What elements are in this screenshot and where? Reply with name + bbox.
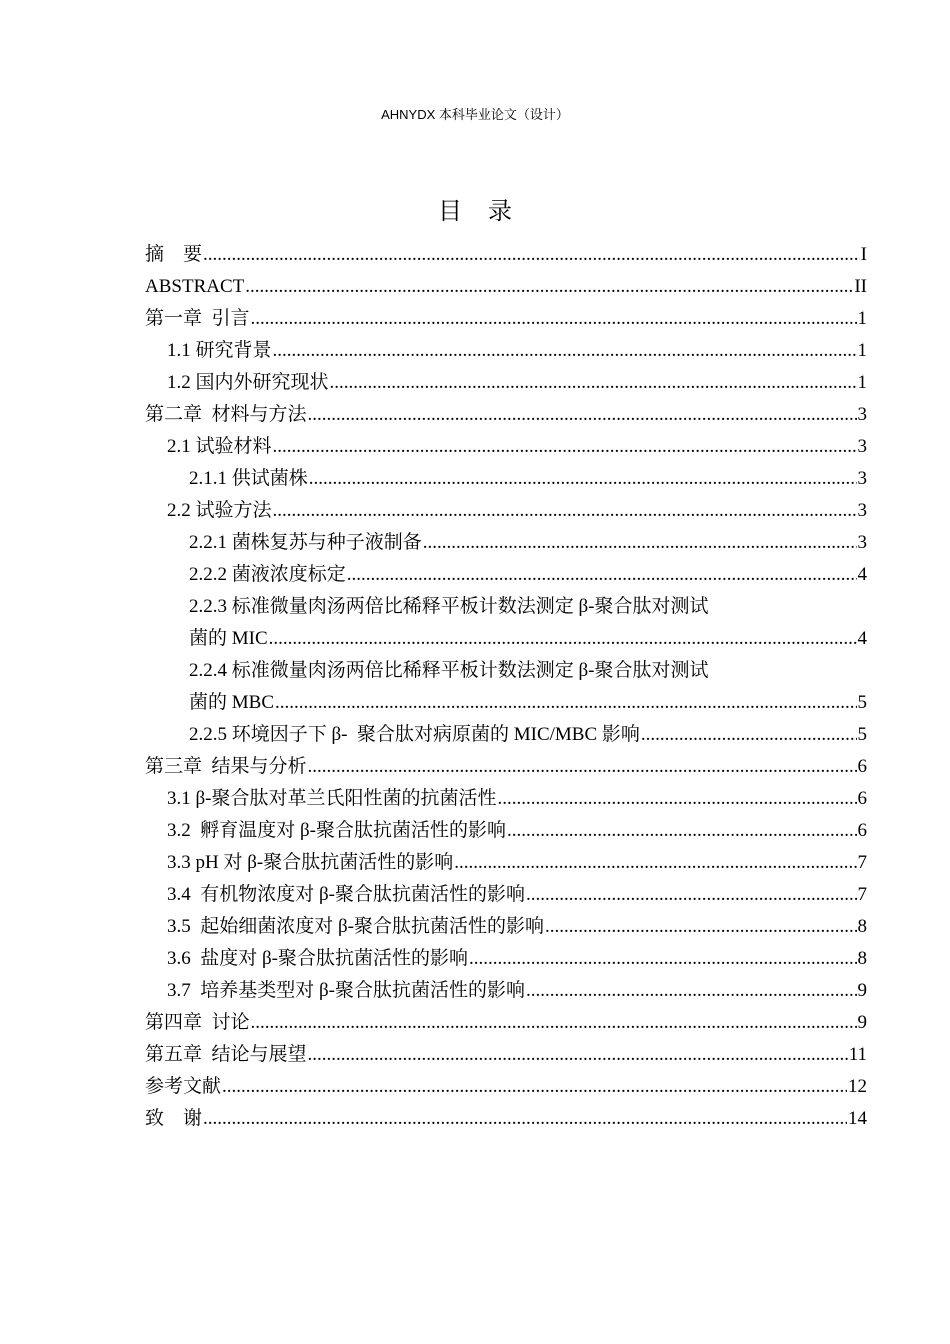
toc-entry-page-number: II	[854, 276, 867, 297]
toc-entry-label: 3.1 β-聚合肽对革兰氏阳性菌的抗菌活性	[167, 788, 497, 809]
toc-entry-page-number: 7	[857, 884, 867, 905]
toc-entry[interactable]	[145, 943, 867, 975]
toc-leader-dots	[275, 687, 857, 719]
toc-entry-page-number: 8	[857, 948, 867, 969]
toc-entry[interactable]	[145, 783, 867, 815]
toc-entry-page-number: 3	[857, 500, 867, 521]
toc-entry[interactable]	[145, 1007, 867, 1039]
toc-entry-page-number: 11	[848, 1044, 867, 1065]
toc-leader-dots	[347, 559, 857, 591]
toc-entry-page-number: 14	[848, 1108, 867, 1129]
toc-leader-dots	[273, 335, 857, 367]
toc-leader-dots	[526, 975, 857, 1007]
toc-entry-page-number: 1	[857, 308, 867, 329]
toc-leader-dots	[251, 303, 857, 335]
toc-entry-label: 第一章 引言	[145, 308, 250, 329]
toc-entry-label: 菌的 MIC	[189, 628, 268, 649]
toc-entry-page-number: 1	[857, 372, 867, 393]
toc-entry[interactable]	[145, 367, 867, 399]
toc-entry-page-number: 6	[857, 756, 867, 777]
toc-entry[interactable]	[145, 815, 867, 847]
toc-entry[interactable]	[145, 975, 867, 1007]
toc-entry[interactable]	[145, 1039, 867, 1071]
toc-entry[interactable]	[145, 847, 867, 879]
table-of-contents	[145, 239, 867, 1135]
toc-title: 目录	[438, 199, 538, 225]
toc-entry[interactable]	[145, 879, 867, 911]
toc-entry[interactable]	[145, 751, 867, 783]
toc-entry-label: 2.2 试验方法	[167, 500, 272, 521]
toc-entry[interactable]	[145, 463, 867, 495]
toc-entry-label: 第五章 结论与展望	[145, 1044, 307, 1065]
toc-leader-dots	[498, 783, 857, 815]
toc-entry-label: 2.2.2 菌液浓度标定	[189, 564, 346, 585]
toc-entry-label: 3.3 pH 对 β-聚合肽抗菌活性的影响	[167, 852, 454, 873]
toc-leader-dots	[330, 367, 857, 399]
toc-entry-page-number: 6	[857, 788, 867, 809]
toc-entry-page-number: 4	[857, 564, 867, 585]
toc-leader-dots	[423, 527, 857, 559]
toc-leader-dots	[526, 879, 857, 911]
toc-leader-dots	[203, 239, 860, 271]
running-header: AHNYDX 本科毕业论文（设计）	[381, 107, 569, 122]
toc-entry[interactable]	[145, 559, 867, 591]
toc-entry-page-number: 9	[857, 1012, 867, 1033]
toc-entry[interactable]	[145, 719, 867, 751]
toc-entry[interactable]	[145, 495, 867, 527]
toc-leader-dots	[251, 1007, 857, 1039]
toc-entry-page-number: 9	[857, 980, 867, 1001]
toc-entry-label: ABSTRACT	[145, 276, 245, 297]
toc-entry-label: 2.2.1 菌株复苏与种子液制备	[189, 532, 422, 553]
toc-entry-label: 菌的 MBC	[189, 692, 274, 713]
toc-entry-label: 第三章 结果与分析	[145, 756, 307, 777]
toc-entry-label: 3.4 有机物浓度对 β-聚合肽抗菌活性的影响	[167, 884, 525, 905]
toc-entry-page-number: 1	[857, 340, 867, 361]
toc-entry-page-number: 3	[857, 532, 867, 553]
toc-leader-dots	[245, 271, 853, 303]
toc-leader-dots	[308, 1039, 848, 1071]
toc-leader-dots	[454, 847, 856, 879]
toc-entry-label: 3.6 盐度对 β-聚合肽抗菌活性的影响	[167, 948, 468, 969]
toc-leader-dots	[507, 815, 857, 847]
toc-entry[interactable]	[145, 655, 867, 719]
toc-entry[interactable]	[145, 303, 867, 335]
toc-entry[interactable]	[145, 239, 867, 271]
toc-entry[interactable]	[145, 1103, 867, 1135]
toc-entry-label: 第二章 材料与方法	[145, 404, 307, 425]
toc-entry-label-line1: 2.2.3 标准微量肉汤两倍比稀释平板计数法测定 β-聚合肽对测试	[189, 596, 709, 617]
toc-entry-page-number: 12	[848, 1076, 867, 1097]
toc-entry[interactable]	[145, 271, 867, 303]
toc-leader-dots	[203, 1103, 847, 1135]
toc-entry-label-line1: 2.2.4 标准微量肉汤两倍比稀释平板计数法测定 β-聚合肽对测试	[189, 660, 709, 681]
toc-entry-page-number: 5	[857, 724, 867, 745]
toc-entry-page-number: 3	[857, 468, 867, 489]
toc-entry-label: 2.2.5 环境因子下 β- 聚合肽对病原菌的 MIC/MBC 影响	[189, 724, 640, 745]
toc-entry-page-number: 7	[857, 852, 867, 873]
toc-entry-label: 3.7 培养基类型对 β-聚合肽抗菌活性的影响	[167, 980, 525, 1001]
toc-entry[interactable]	[145, 591, 867, 655]
toc-entry-page-number: 5	[857, 692, 867, 713]
toc-leader-dots	[222, 1071, 847, 1103]
toc-leader-dots	[545, 911, 857, 943]
toc-entry-label: 2.1 试验材料	[167, 436, 272, 457]
toc-entry-label: 参考文献	[145, 1076, 222, 1097]
toc-entry-page-number: 8	[857, 916, 867, 937]
toc-entry[interactable]	[145, 335, 867, 367]
toc-entry[interactable]	[145, 1071, 867, 1103]
toc-entry-page-number: 3	[857, 436, 867, 457]
toc-entry[interactable]	[145, 431, 867, 463]
toc-entry-page-number: 4	[857, 628, 867, 649]
toc-leader-dots	[308, 751, 857, 783]
toc-leader-dots	[308, 399, 857, 431]
toc-entry[interactable]	[145, 527, 867, 559]
toc-leader-dots	[641, 719, 857, 751]
toc-entry-label: 摘 要	[145, 244, 203, 265]
toc-entry-page-number: 6	[857, 820, 867, 841]
toc-leader-dots	[273, 431, 857, 463]
toc-entry-label: 1.2 国内外研究现状	[167, 372, 329, 393]
toc-entry-label: 3.5 起始细菌浓度对 β-聚合肽抗菌活性的影响	[167, 916, 544, 937]
toc-entry-label: 1.1 研究背景	[167, 340, 272, 361]
toc-leader-dots	[469, 943, 857, 975]
toc-leader-dots	[309, 463, 857, 495]
toc-entry-label: 2.1.1 供试菌株	[189, 468, 308, 489]
toc-entry[interactable]	[145, 911, 867, 943]
toc-entry-page-number: I	[860, 244, 867, 265]
toc-leader-dots	[269, 623, 857, 655]
toc-entry-page-number: 3	[857, 404, 867, 425]
toc-entry-label: 致 谢	[145, 1108, 203, 1129]
toc-entry-label: 第四章 讨论	[145, 1012, 250, 1033]
toc-leader-dots	[273, 495, 857, 527]
toc-entry-label: 3.2 孵育温度对 β-聚合肽抗菌活性的影响	[167, 820, 506, 841]
toc-entry[interactable]	[145, 399, 867, 431]
